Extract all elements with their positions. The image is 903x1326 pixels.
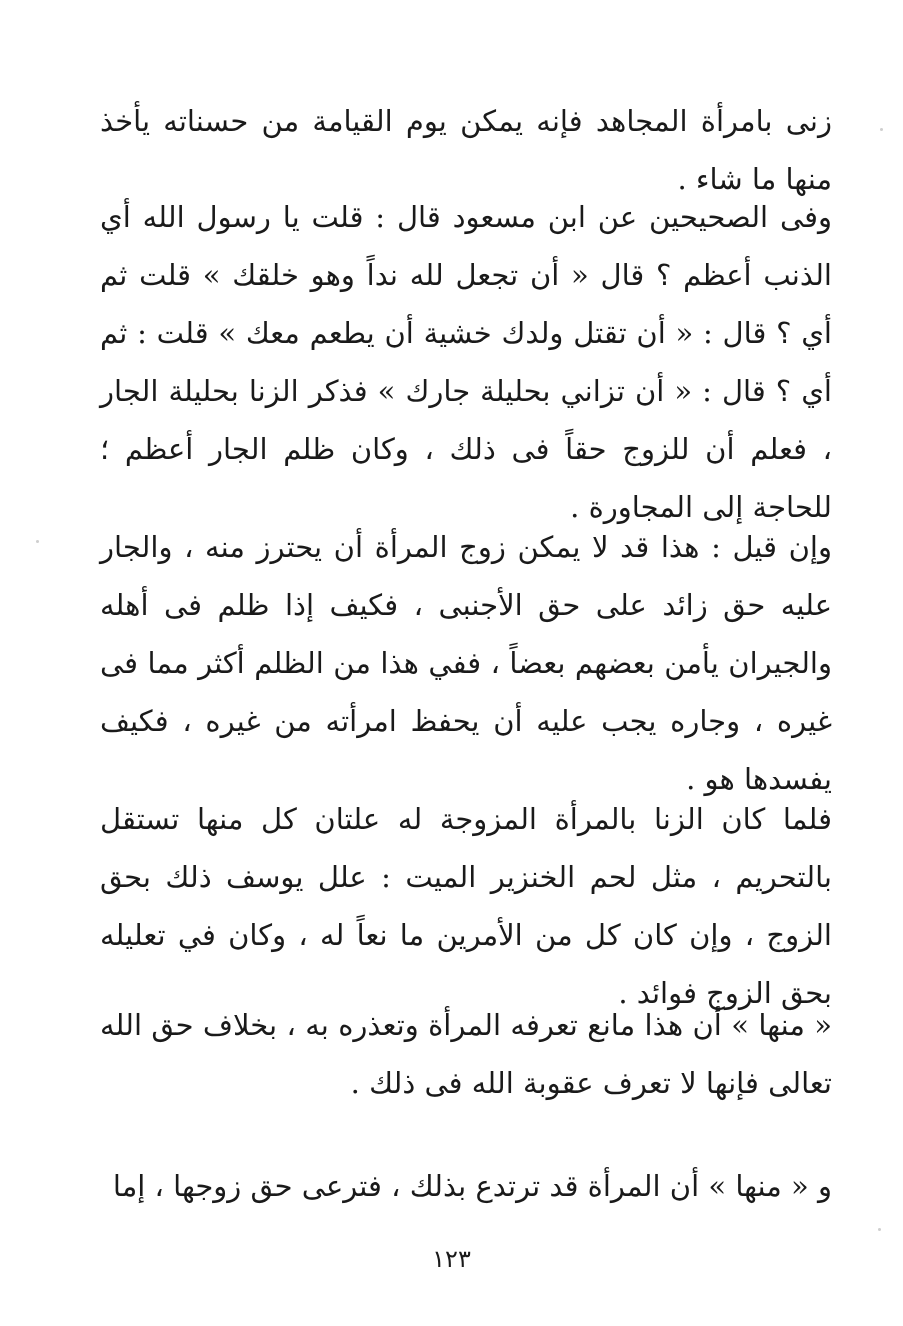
page-number: ١٢٣ bbox=[432, 1245, 471, 1273]
paragraph-4: فلما كان الزنا بالمرأة المزوجة له علتان كل منها تستقل بالتحريم ، مثل لحم الخنزير الميت : علل يوسف ذلك بحق الزوج ، وإن كان كل من الأمرين ما نعاً له ، وكان في تعليله بحق الزوج فوائد . bbox=[100, 802, 832, 1010]
scan-speck bbox=[36, 540, 39, 543]
paragraph-3: وإن قيل : هذا قد لا يمكن زوج المرأة أن يحترز منه ، والجار عليه حق زائد على حق الأجنبى ، فكيف إذا ظلم فى أهله والجيران يأمن بعضهم بعضاً ، ففي هذا من الظلم أكثر مما فى غيره ، وجاره يجب عليه أن يحفظ امرأته من غيره ، فكيف يفسدها هو . bbox=[100, 530, 832, 796]
paragraph-1: زنى بامرأة المجاهد فإنه يمكن يوم القيامة من حسناته يأخذ منها ما شاء . bbox=[100, 104, 832, 196]
paragraph-6: و « منها » أن المرأة قد ترتدع بذلك ، فترعى حق زوجها ، إما bbox=[112, 1169, 832, 1203]
paragraph-5: « منها » أن هذا مانع تعرفه المرأة وتعذره به ، بخلاف حق الله تعالى فإنها لا تعرف عقوبة الله فى ذلك . bbox=[100, 1008, 832, 1100]
paragraph-2: وفى الصحيحين عن ابن مسعود قال : قلت يا رسول الله أي الذنب أعظم ؟ قال « أن تجعل لله نداً وهو خلقك » قلت ثم أي ؟ قال : « أن تقتل ولدك خشية أن يطعم معك » قلت : ثم أي ؟ قال : « أن تزاني بحليلة جارك » فذكر الزنا بحليلة الجار ، فعلم أن للزوج حقاً فى ذلك ، وكان ظلم الجار أعظم ؛ للحاجة إلى المجاورة . bbox=[100, 200, 832, 524]
scan-speck bbox=[880, 128, 883, 131]
scan-speck bbox=[878, 1228, 881, 1231]
